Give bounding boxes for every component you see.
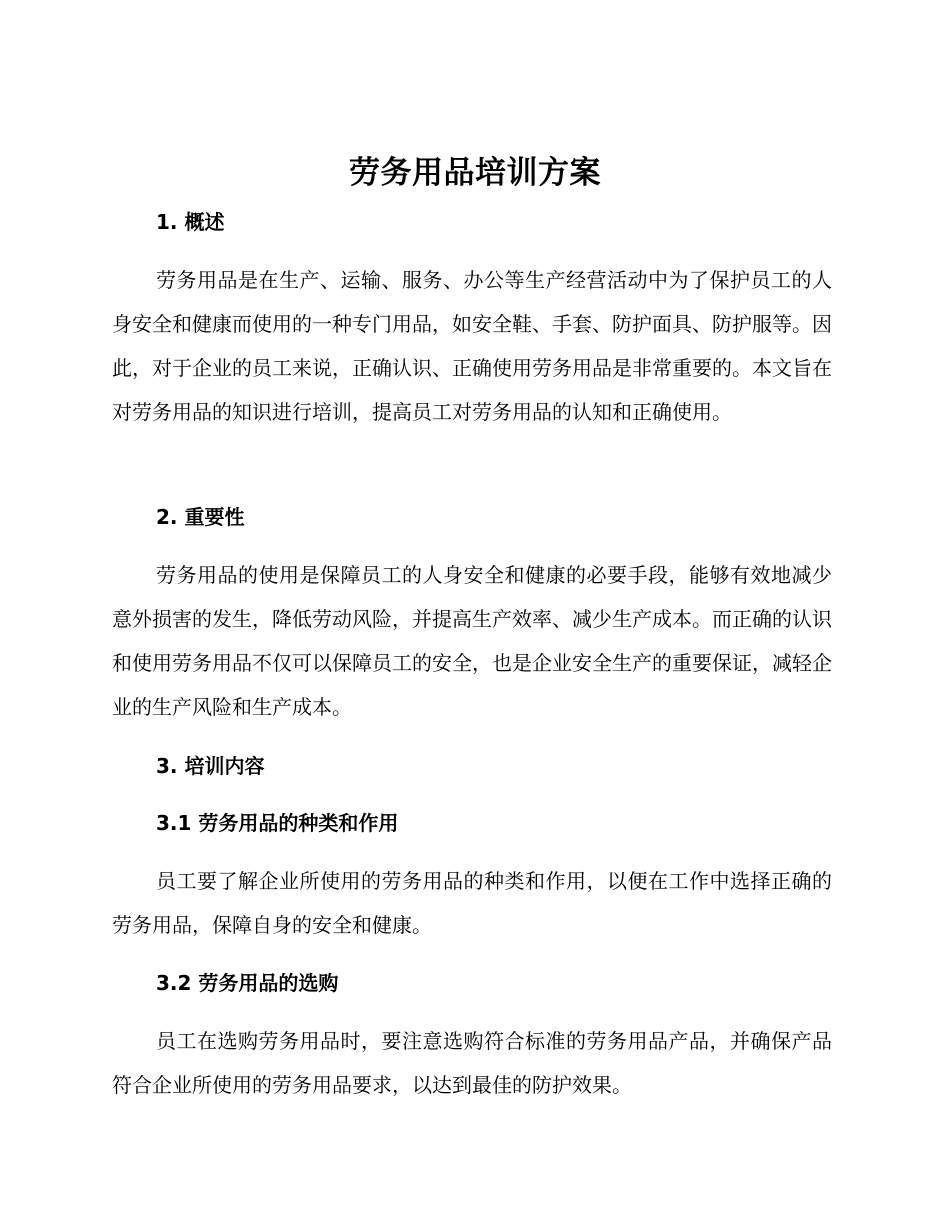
section-heading-purchasing: 3.2 劳务用品的选购: [156, 971, 339, 995]
section-body-types-and-uses: 员工要了解企业所使用的劳务用品的种类和作用，以便在工作中选择正确的劳务用品，保障自身的安全和健康。: [112, 869, 832, 937]
section-heading-importance: 2. 重要性: [156, 505, 245, 529]
section-heading-types-and-uses: 3.1 劳务用品的种类和作用: [156, 811, 399, 835]
section-body-purchasing: 员工在选购劳务用品时，要注意选购符合标准的劳务用品产品，并确保产品符合企业所使用的劳务用品要求，以达到最佳的防护效果。: [112, 1029, 832, 1097]
section-heading-overview: 1. 概述: [156, 210, 225, 234]
section-heading-training-content: 3. 培训内容: [156, 754, 265, 778]
document-title: 劳务用品培训方案: [349, 155, 601, 191]
section-body-overview: 劳务用品是在生产、运输、服务、办公等生产经营活动中为了保护员工的人身安全和健康而使用的一种专门用品，如安全鞋、手套、防护面具、防护服等。因此，对于企业的员工来说，正确认识、正确使用劳务用品是非常重要的。本文旨在对劳务用品的知识进行培训，提高员工对劳务用品的认知和正确使用。: [112, 268, 832, 424]
section-body-importance: 劳务用品的使用是保障员工的人身安全和健康的必要手段，能够有效地减少意外损害的发生，降低劳动风险，并提高生产效率、减少生产成本。而正确的认识和使用劳务用品不仅可以保障员工的安全，也是企业安全生产的重要保证，减轻企业的生产风险和生产成本。: [112, 563, 832, 719]
